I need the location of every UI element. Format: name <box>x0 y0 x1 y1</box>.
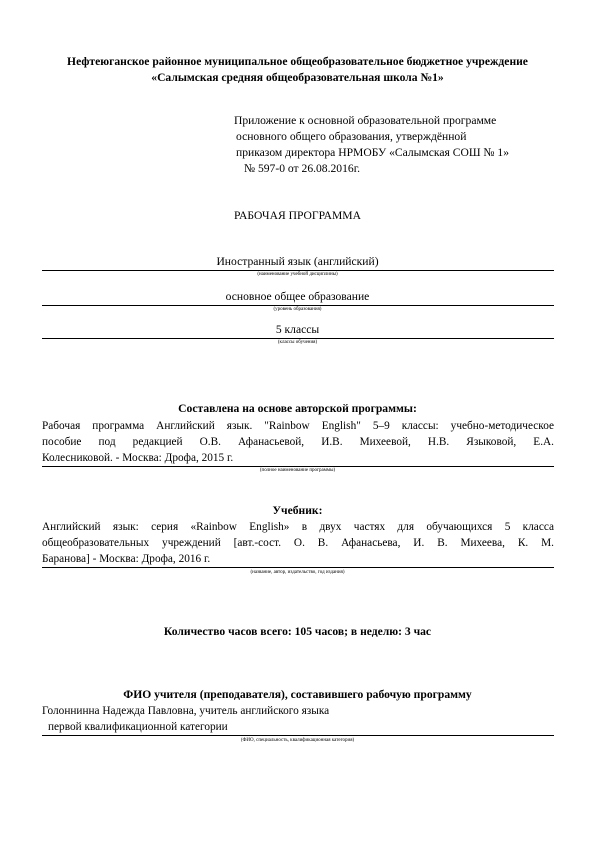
textbook-line-3: Баранова] - Москва: Дрофа, 2016 г. <box>42 553 211 565</box>
school-name-line-1: Нефтеюганское районное муниципальное общеобразовательное бюджетное учреждение <box>67 55 528 68</box>
teacher-heading: ФИО учителя (преподавателя), составившего рабочую программу <box>123 688 472 701</box>
subject-underline <box>42 270 554 271</box>
author-program-underline <box>42 466 554 467</box>
textbook-heading: Учебник: <box>272 504 323 517</box>
school-name-line-2: «Салымская средняя общеобразовательная школа №1» <box>151 71 444 84</box>
hours-line: Количество часов всего: 105 часов; в неделю: 3 час <box>163 625 432 638</box>
author-program-line-3: Колесниковой. - Москва: Дрофа, 2015 г. <box>42 452 234 464</box>
grades-underline <box>42 338 554 339</box>
grades-caption: (классы обучения) <box>277 340 318 345</box>
appendix-line-2: основного общего образования, утверждённой <box>236 130 467 143</box>
textbook-caption: (название, автор, издательство, год издания) <box>250 570 345 575</box>
author-program-line-1: Рабочая программа Английский язык. "Rainbow English" 5–9 классы: учебно-методическое <box>42 420 554 432</box>
level-underline <box>42 305 554 306</box>
teacher-underline <box>42 735 554 736</box>
grades-value: 5 классы <box>275 323 320 336</box>
hours-text <box>0 624 595 640</box>
subject-value: Иностранный язык (английский) <box>216 255 379 268</box>
author-program-line-2: пособие под редакцией О.В. Афанасьевой, И.В. Михеевой, Н.В. Языковой, Е.А. <box>42 436 554 448</box>
level-caption: (уровень образования) <box>273 307 322 312</box>
textbook-line-1: Английский язык: серия «Rainbow English» в двух частях для обучающихся 5 класса <box>42 521 554 533</box>
author-program-caption: (полное наименование программы) <box>259 468 336 473</box>
subject-caption: (наименование учебной дисциплины) <box>257 272 338 277</box>
teacher-caption: (ФИО, специальность, квалификационная категория) <box>240 738 355 743</box>
appendix-line-4: № 597-0 от 26.08.2016г. <box>244 162 361 175</box>
teacher-line-1: Голоннинна Надежда Павловна, учитель английского языка <box>42 705 330 717</box>
author-program-heading: Составлена на основе авторской программы: <box>178 402 417 415</box>
document-title: РАБОЧАЯ ПРОГРАММА <box>234 209 361 222</box>
teacher-line-2: первой квалификационной категории <box>48 721 228 733</box>
textbook-underline <box>42 567 554 568</box>
textbook-line-2: общеобразовательных учреждений [авт.-сост. О. В. Афанасьева, И. В. Михеева, К. М. <box>42 537 554 549</box>
level-value: основное общее образование <box>225 290 370 303</box>
appendix-line-3: приказом директора НРМОБУ «Салымская СОШ № 1» <box>236 146 509 159</box>
appendix-line-1: Приложение к основной образовательной программе <box>234 114 497 127</box>
